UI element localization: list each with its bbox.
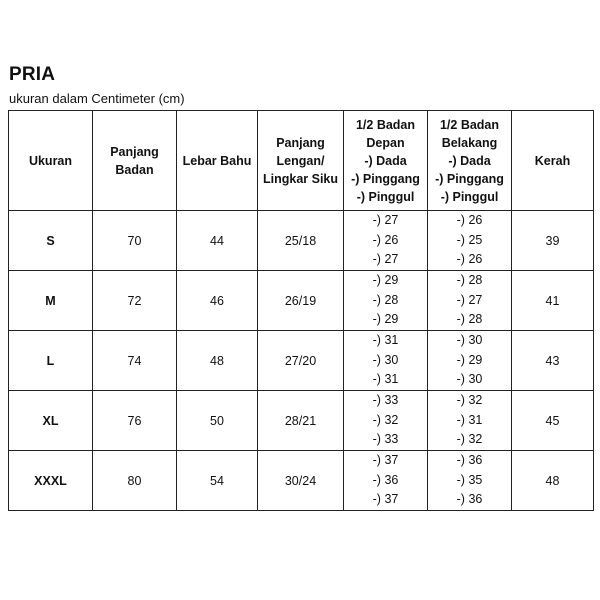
page-title: PRIA [9, 64, 56, 85]
dada-value: -) 30 [456, 333, 483, 348]
badan-depan-values [344, 451, 428, 511]
pinggang-value: -) 36 [372, 472, 399, 487]
panjang-lengan-value: 27/20 [258, 331, 344, 391]
size-label: S [9, 211, 93, 271]
pinggang-value: -) 28 [372, 292, 399, 307]
header-line: Ukuran [28, 153, 73, 168]
badan-depan-values [344, 211, 428, 271]
kerah-value: 41 [512, 271, 594, 331]
header-panjang-lengan [258, 111, 344, 211]
size-label: L [9, 331, 93, 391]
header-line: Badan [115, 162, 154, 177]
lebar-bahu-value: 54 [177, 451, 258, 511]
header-line: Belakang [441, 135, 498, 150]
pinggang-value: -) 27 [456, 292, 483, 307]
dada-value: -) 32 [456, 393, 483, 408]
header-badan-belakang [428, 111, 512, 211]
dada-value: -) 28 [456, 273, 483, 288]
measurement-stack [373, 391, 399, 450]
header-line: -) Pinggang [351, 171, 420, 186]
lebar-bahu-value: 50 [177, 391, 258, 451]
panjang-lengan-value: 28/21 [258, 391, 344, 451]
size-label: M [9, 271, 93, 331]
size-chart-table [8, 110, 594, 511]
measurement-stack [457, 331, 483, 390]
pinggul-value: -) 30 [456, 372, 483, 387]
header-line: -) Dada [364, 153, 407, 168]
header-line: -) Pinggul [356, 189, 415, 204]
measurement-stack [373, 271, 399, 330]
panjang-badan-value: 76 [93, 391, 177, 451]
pinggul-value: -) 36 [456, 492, 483, 507]
measurement-stack [457, 211, 483, 270]
dada-value: -) 31 [372, 333, 399, 348]
dada-value: -) 36 [456, 453, 483, 468]
measurement-stack [457, 271, 483, 330]
panjang-badan-value: 74 [93, 331, 177, 391]
pinggul-value: -) 32 [456, 432, 483, 447]
header-badan-depan [344, 111, 428, 211]
measurement-stack [373, 211, 399, 270]
pinggang-value: -) 35 [456, 472, 483, 487]
kerah-value: 45 [512, 391, 594, 451]
kerah-value: 43 [512, 331, 594, 391]
pinggang-value: -) 29 [456, 352, 483, 367]
header-line: Lingkar Siku [262, 171, 339, 186]
pinggul-value: -) 26 [456, 252, 483, 267]
badan-depan-values [344, 331, 428, 391]
table-row [9, 331, 594, 391]
measurement-stack [373, 451, 399, 510]
header-kerah [512, 111, 594, 211]
pinggul-value: -) 29 [372, 312, 399, 327]
panjang-lengan-value: 25/18 [258, 211, 344, 271]
size-label: XXXL [9, 451, 93, 511]
badan-belakang-values [428, 331, 512, 391]
lebar-bahu-value: 44 [177, 211, 258, 271]
kerah-value: 39 [512, 211, 594, 271]
header-line: Lengan/ [276, 153, 325, 168]
header-row [9, 111, 594, 211]
pinggang-value: -) 32 [372, 412, 399, 427]
header-line: 1/2 Badan [355, 117, 416, 132]
header-line: -) Pinggang [435, 171, 504, 186]
badan-belakang-values [428, 211, 512, 271]
header-line: Lebar Bahu [182, 153, 252, 168]
dada-value: -) 33 [372, 393, 399, 408]
table-row [9, 271, 594, 331]
badan-belakang-values [428, 271, 512, 331]
table-row [9, 211, 594, 271]
panjang-badan-value: 72 [93, 271, 177, 331]
panjang-badan-value: 80 [93, 451, 177, 511]
header-line: Panjang [276, 135, 325, 150]
header-line: -) Pinggul [440, 189, 499, 204]
dada-value: -) 27 [372, 213, 399, 228]
pinggang-value: -) 30 [372, 352, 399, 367]
dada-value: -) 26 [456, 213, 483, 228]
header-panjang-badan [93, 111, 177, 211]
badan-depan-values [344, 391, 428, 451]
badan-belakang-values [428, 451, 512, 511]
header-line: Depan [366, 135, 405, 150]
dada-value: -) 29 [372, 273, 399, 288]
header-line: 1/2 Badan [439, 117, 500, 132]
measurement-stack [373, 331, 399, 390]
panjang-badan-value: 70 [93, 211, 177, 271]
kerah-value: 48 [512, 451, 594, 511]
pinggul-value: -) 27 [372, 252, 399, 267]
size-label: XL [9, 391, 93, 451]
panjang-lengan-value: 30/24 [258, 451, 344, 511]
pinggul-value: -) 33 [372, 432, 399, 447]
header-line: Kerah [534, 153, 571, 168]
table-row [9, 451, 594, 511]
header-line: -) Dada [448, 153, 491, 168]
badan-depan-values [344, 271, 428, 331]
measurement-stack [457, 391, 483, 450]
table-row [9, 391, 594, 451]
badan-belakang-values [428, 391, 512, 451]
lebar-bahu-value: 48 [177, 331, 258, 391]
measurement-stack [457, 451, 483, 510]
pinggang-value: -) 31 [456, 412, 483, 427]
panjang-lengan-value: 26/19 [258, 271, 344, 331]
pinggang-value: -) 26 [372, 232, 399, 247]
pinggul-value: -) 31 [372, 372, 399, 387]
pinggul-value: -) 28 [456, 312, 483, 327]
unit-note: ukuran dalam Centimeter (cm) [9, 91, 185, 106]
header-ukuran [9, 111, 93, 211]
dada-value: -) 37 [372, 453, 399, 468]
pinggang-value: -) 25 [456, 232, 483, 247]
header-lebar-bahu [177, 111, 258, 211]
lebar-bahu-value: 46 [177, 271, 258, 331]
header-line: Panjang [110, 144, 159, 159]
pinggul-value: -) 37 [372, 492, 399, 507]
